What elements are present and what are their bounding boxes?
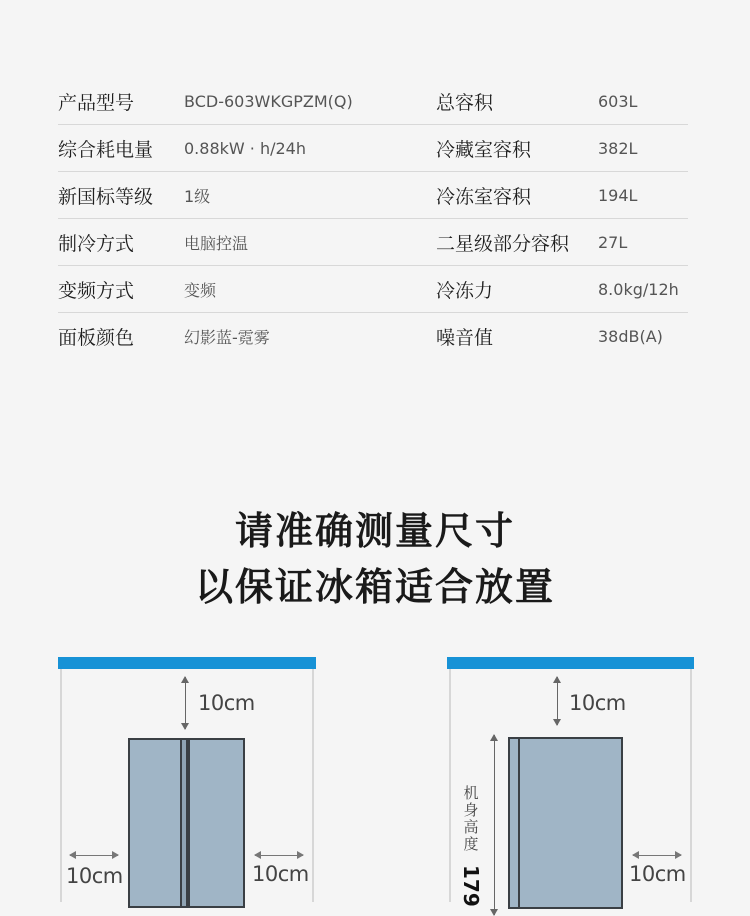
spec-row <box>58 78 688 125</box>
spec-row <box>58 313 688 359</box>
spec-value: 变频 <box>184 280 217 300</box>
height-label: 机身高度 <box>463 784 479 853</box>
fridge-door-gap <box>180 738 188 908</box>
spec-row <box>58 172 688 219</box>
spec-value: 194L <box>598 185 638 205</box>
top-gap-label: 10cm <box>569 691 626 715</box>
front-view-diagram <box>58 657 316 902</box>
spec-label: 面板颜色 <box>58 326 135 349</box>
top-gap-arrow <box>557 677 558 725</box>
headline-line2: 以保证冰箱适合放置 <box>194 565 555 609</box>
top-gap-label: 10cm <box>198 691 255 715</box>
ceiling-bar <box>58 657 316 669</box>
spec-value: 38dB(A) <box>598 326 663 346</box>
left-wall-line <box>449 669 451 902</box>
top-gap-arrow <box>185 677 186 729</box>
spec-value: 382L <box>598 138 638 158</box>
spec-value: 幻影蓝-霓雾 <box>184 327 270 347</box>
spec-table <box>58 78 688 359</box>
spec-value: 8.0kg/12h <box>598 279 679 299</box>
spec-label: 综合耗电量 <box>58 138 154 161</box>
fridge-left-door <box>128 738 184 908</box>
spec-row <box>58 125 688 172</box>
spec-value: 0.88kW · h/24h <box>184 138 306 158</box>
spec-value: BCD-603WKGPZM(Q) <box>184 91 353 111</box>
spec-value: 603L <box>598 91 638 111</box>
spec-label: 变频方式 <box>58 279 135 302</box>
spec-label: 二星级部分容积 <box>436 232 570 255</box>
side-view-diagram <box>447 657 694 907</box>
left-wall-line <box>60 669 62 902</box>
spec-row <box>58 219 688 266</box>
right-gap-arrow <box>255 855 303 856</box>
height-value: 179 <box>459 865 483 907</box>
spec-label: 产品型号 <box>58 91 135 114</box>
spec-label: 冷冻力 <box>436 279 494 302</box>
spec-value: 1级 <box>184 186 211 206</box>
left-gap-label: 10cm <box>66 864 123 888</box>
right-wall-line <box>690 669 692 902</box>
height-arrow <box>494 735 495 915</box>
spec-value: 电脑控温 <box>184 233 249 253</box>
ceiling-bar <box>447 657 694 669</box>
spec-label: 冷藏室容积 <box>436 138 532 161</box>
spec-row <box>58 266 688 313</box>
spec-label: 新国标等级 <box>58 185 154 208</box>
right-gap-label: 10cm <box>629 862 686 886</box>
left-gap-arrow <box>70 855 118 856</box>
right-wall-line <box>312 669 314 902</box>
headline-line1: 请准确测量尺寸 <box>234 509 515 553</box>
spec-value: 27L <box>598 232 628 252</box>
fridge-right-door <box>188 738 245 908</box>
spec-label: 冷冻室容积 <box>436 185 532 208</box>
spec-label: 制冷方式 <box>58 232 135 255</box>
fridge-body <box>518 737 623 909</box>
spec-label: 噪音值 <box>436 326 494 349</box>
right-gap-arrow <box>633 855 681 856</box>
spec-label: 总容积 <box>436 91 494 114</box>
right-gap-label: 10cm <box>252 862 309 886</box>
